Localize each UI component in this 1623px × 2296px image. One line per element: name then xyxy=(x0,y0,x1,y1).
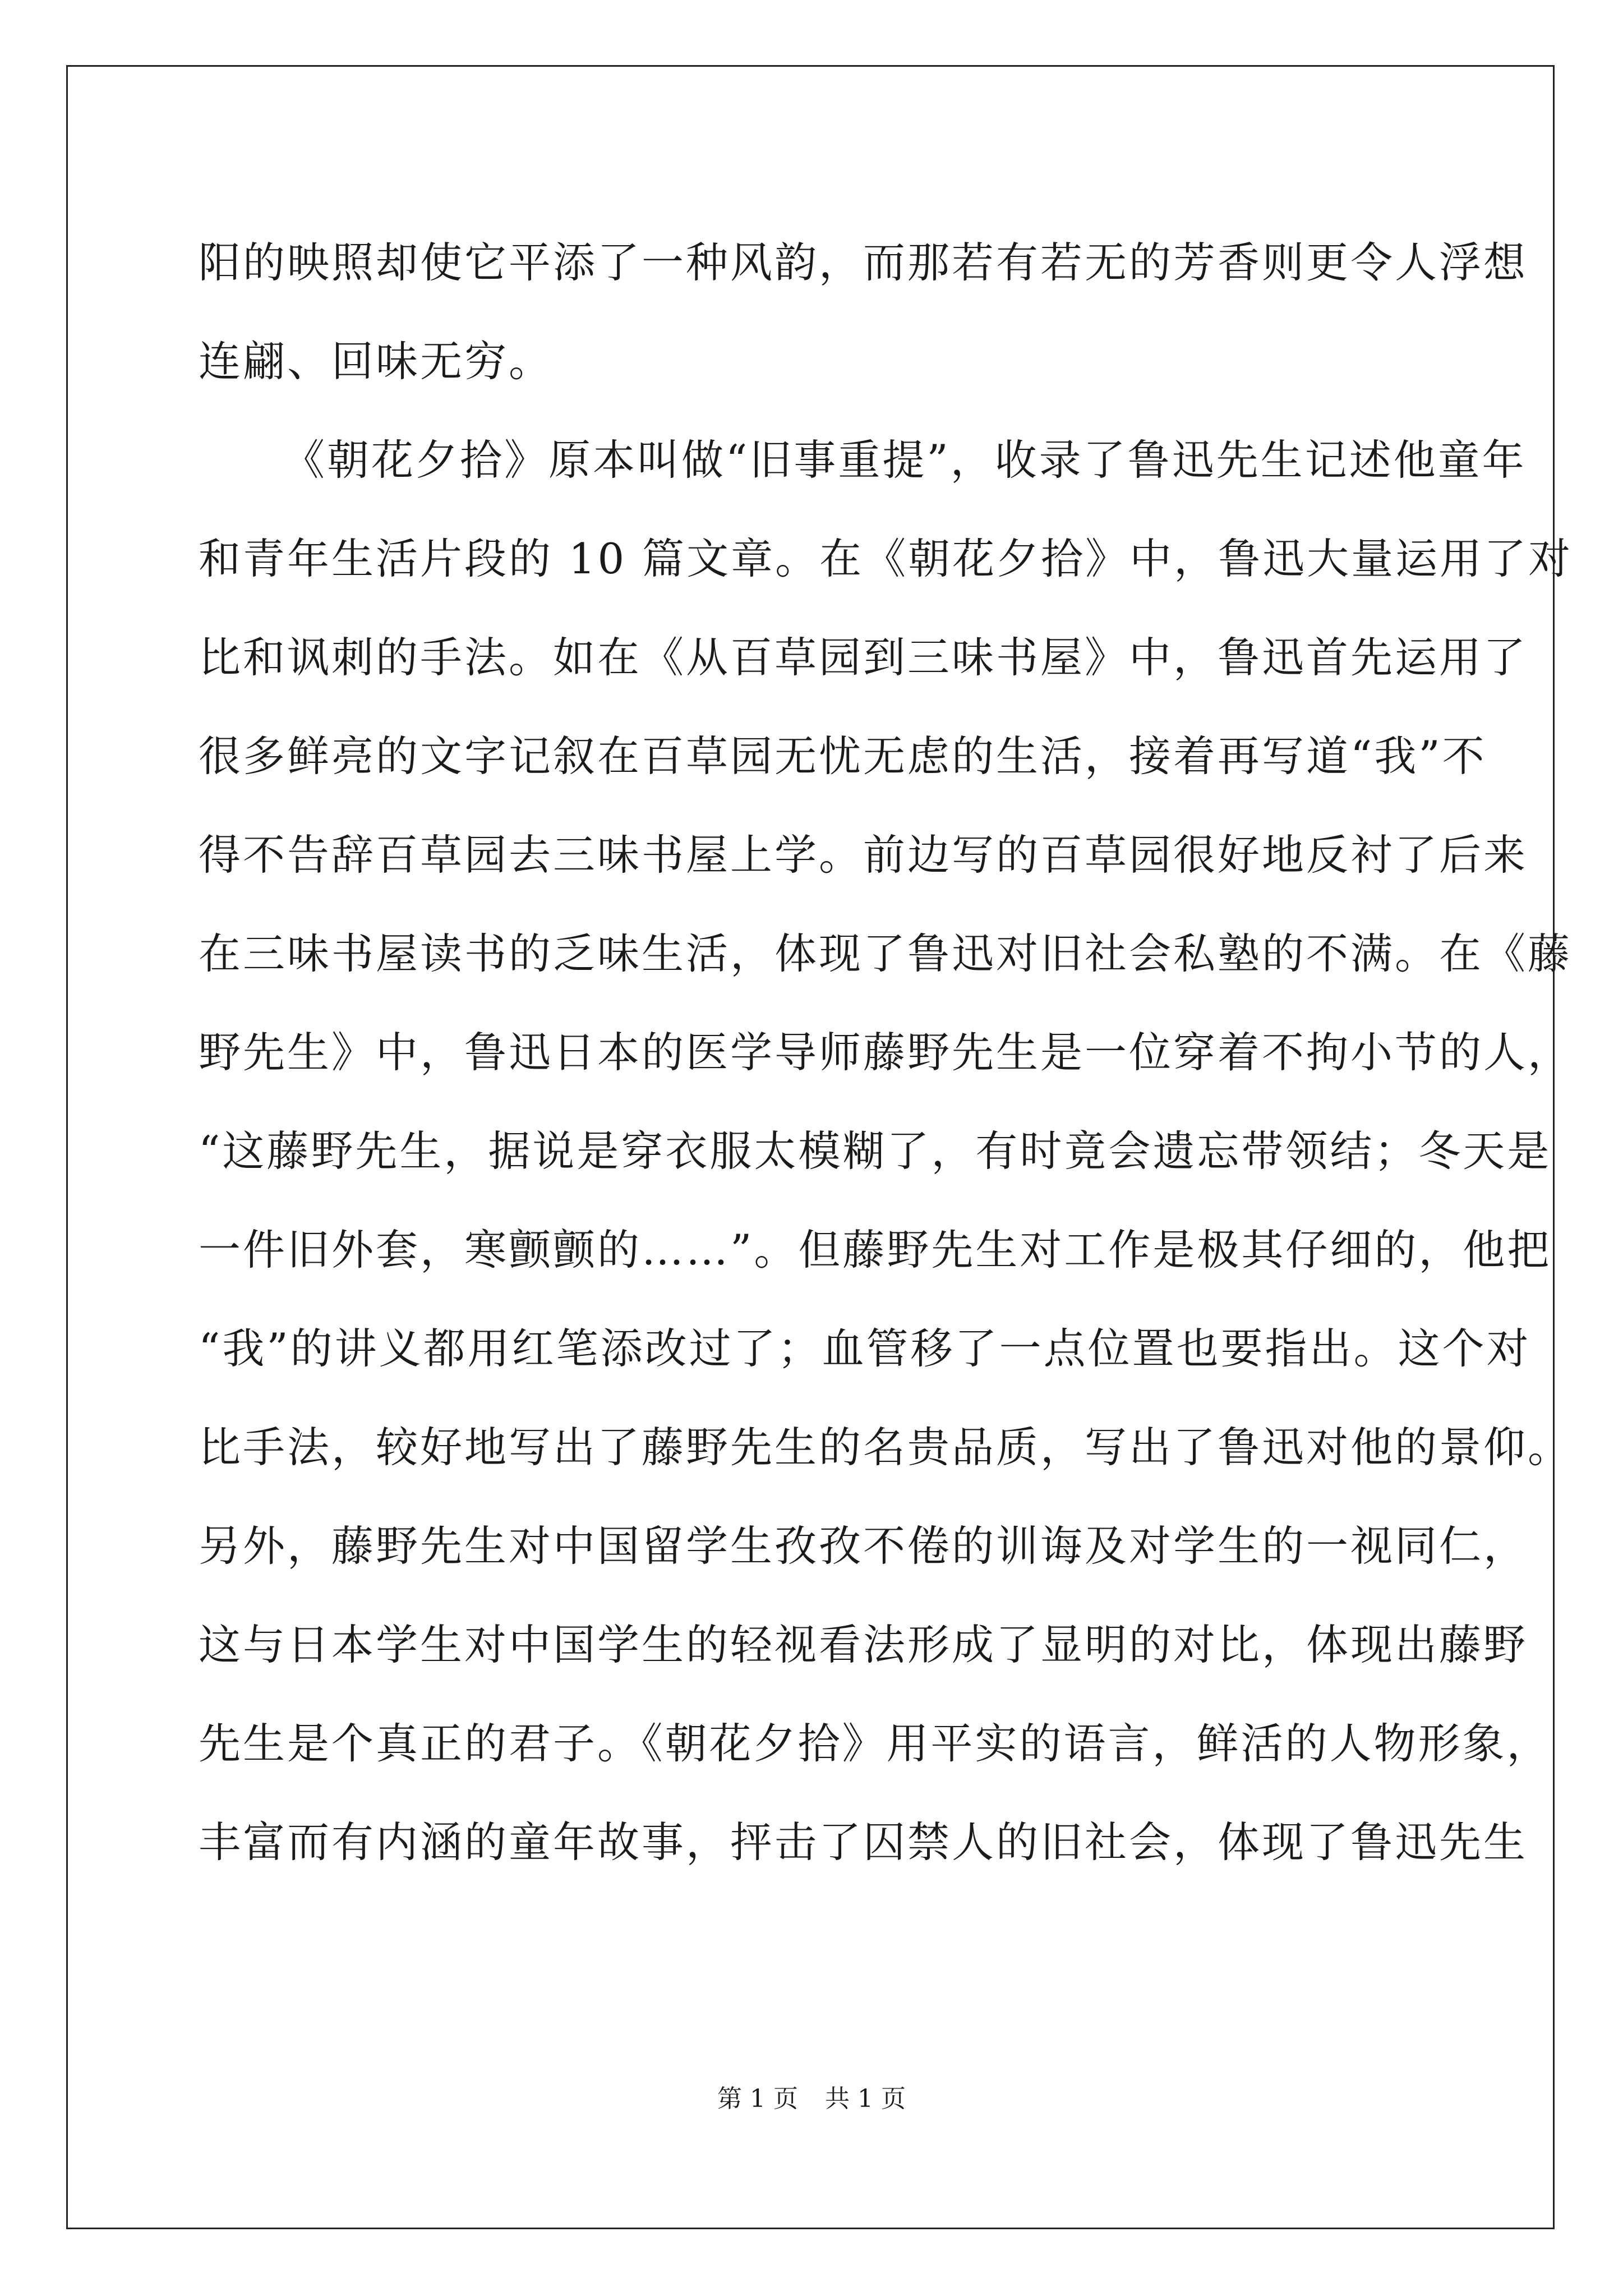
text-line: 另外，藤野先生对中国留学生孜孜不倦的训诲及对学生的一视同仁， xyxy=(199,1521,1528,1571)
text-line: 连翩、回味无穷。 xyxy=(199,337,554,386)
text-line: 丰富而有内涵的童年故事，抨击了囚禁人的旧社会，体现了鲁迅先生 xyxy=(199,1818,1528,1867)
text-line: 得不告辞百草园去三味书屋上学。前边写的百草园很好地反衬了后来 xyxy=(199,830,1528,880)
text-line: 比手法，较好地写出了藤野先生的名贵品质，写出了鲁迅对他的景仰。 xyxy=(199,1423,1573,1472)
page-total: 共 1 页 xyxy=(825,2085,906,2113)
paragraph-first-line: 《朝花夕拾》原本叫做“旧事重提”，收录了鲁迅先生记述他童年 xyxy=(283,435,1527,485)
text-line: 很多鲜亮的文字记叙在百草园无忧无虑的生活，接着再写道“我”不 xyxy=(199,731,1487,781)
text-line: 在三味书屋读书的乏味生活，体现了鲁迅对旧社会私塾的不满。在《藤 xyxy=(199,929,1573,978)
text-line: 阳的映照却使它平添了一种风韵，而那若有若无的芳香则更令人浮想 xyxy=(199,238,1528,287)
page-footer xyxy=(0,2082,1623,2116)
text-line: “这藤野先生，据说是穿衣服太模糊了，有时竟会遗忘带领结；冬天是 xyxy=(199,1126,1552,1176)
page-number: 第 1 页 xyxy=(717,2085,798,2113)
document-body xyxy=(199,213,1573,1892)
text-line: 先生是个真正的君子。《朝花夕拾》用平实的语言，鲜活的人物形象， xyxy=(199,1719,1551,1768)
text-line: 野先生》中，鲁迅日本的医学导师藤野先生是一位穿着不拘小节的人， xyxy=(199,1028,1573,1077)
text-line: “我”的讲义都用红笔添改过了；血管移了一点位置也要指出。这个对 xyxy=(199,1324,1531,1373)
text-line: 一件旧外套，寒颤颤的……”。但藤野先生对工作是极其仔细的，他把 xyxy=(199,1225,1552,1274)
text-line: 这与日本学生对中国学生的轻视看法形成了显明的对比，体现出藤野 xyxy=(199,1620,1528,1669)
text-line: 和青年生活片段的 10 篇文章。在《朝花夕拾》中，鲁迅大量运用了对 xyxy=(199,534,1573,583)
text-line: 比和讽刺的手法。如在《从百草园到三味书屋》中，鲁迅首先运用了 xyxy=(199,633,1528,682)
